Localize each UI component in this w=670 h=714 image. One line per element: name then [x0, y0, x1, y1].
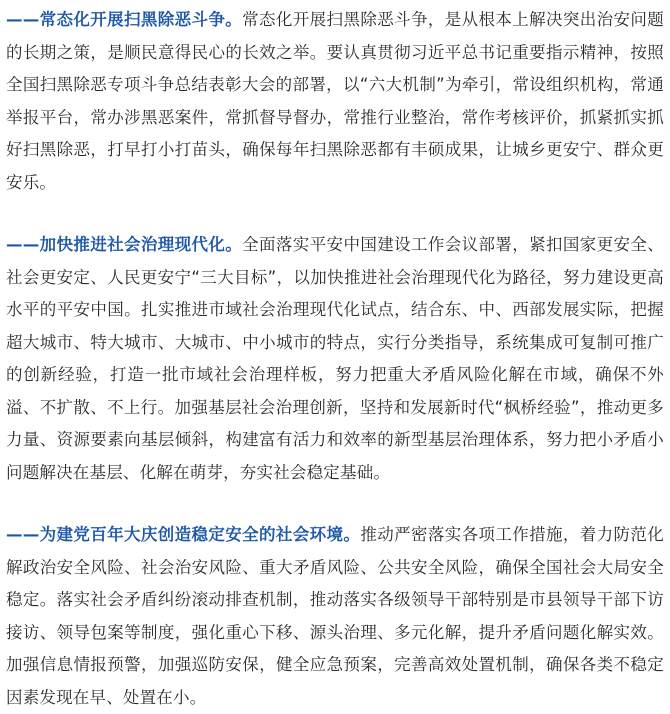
paragraph-body: 推动严密落实各项工作措施，着力防范化解政治安全风险、社会治安风险、重大矛盾风险、公共安全风险，确保全国社会大局安全稳定。落实社会矛盾纠纷滚动排查机制，推动落实各级领导干部特别是市县领导干部下访接访、领导包案等制度，强化重心下移、源头治理、多元化解，提升矛盾问题化解实效。加强信息情报预警，加强巡防安保，健全应急预案，完善高效处置机制，确保各类不稳定因素发现在早、处置在小。 [6, 525, 665, 707]
paragraph-heading: ——加快推进社会治理现代化。 [6, 235, 243, 254]
paragraph-body: 常态化开展扫黑除恶斗争，是从根本上解决突出治安问题的长期之策，是顺民意得民心的长效之举。要认真贯彻习近平总书记重要指示精神，按照全国扫黑除恶专项斗争总结表彰大会的部署，以“六大机制”为牵引，常设组织机构，常通举报平台，常办涉黑恶案件，常抓督导督办，常推行业整治，常作考核评价，抓紧抓实抓好扫黑除恶，打早打小打苗头，确保每年扫黑除恶都有丰硕成果，让城乡更安宁、群众更安乐。 [6, 10, 664, 192]
paragraph-heading: ——为建党百年大庆创造稳定安全的社会环境。 [6, 525, 361, 544]
paragraph-crime-campaign [6, 4, 664, 199]
paragraph-stable-environment [6, 519, 664, 714]
paragraph-social-governance [6, 229, 664, 489]
paragraph-body: 全面落实平安中国建设工作会议部署，紧扣国家更安全、社会更安定、人民更安宁“三大目标”，以加快推进社会治理现代化为路径，努力建设更高水平的平安中国。扎实推进市域社会治理现代化试点，结合东、中、西部发展实际，把握超大城市、特大城市、大城市、中小城市的特点，实行分类指导，系统集成可复制可推广的创新经验，打造一批市域社会治理样板，努力把重大矛盾风险化解在市域，确保不外溢、不扩散、不上行。加强基层社会治理创新，坚持和发展新时代“枫桥经验”，推动更多力量、资源要素向基层倾斜，构建富有活力和效率的新型基层治理体系，努力把小矛盾小问题解决在基层、化解在萌芽，夯实社会稳定基础。 [6, 235, 664, 482]
paragraph-heading: ——常态化开展扫黑除恶斗争。 [6, 10, 243, 29]
